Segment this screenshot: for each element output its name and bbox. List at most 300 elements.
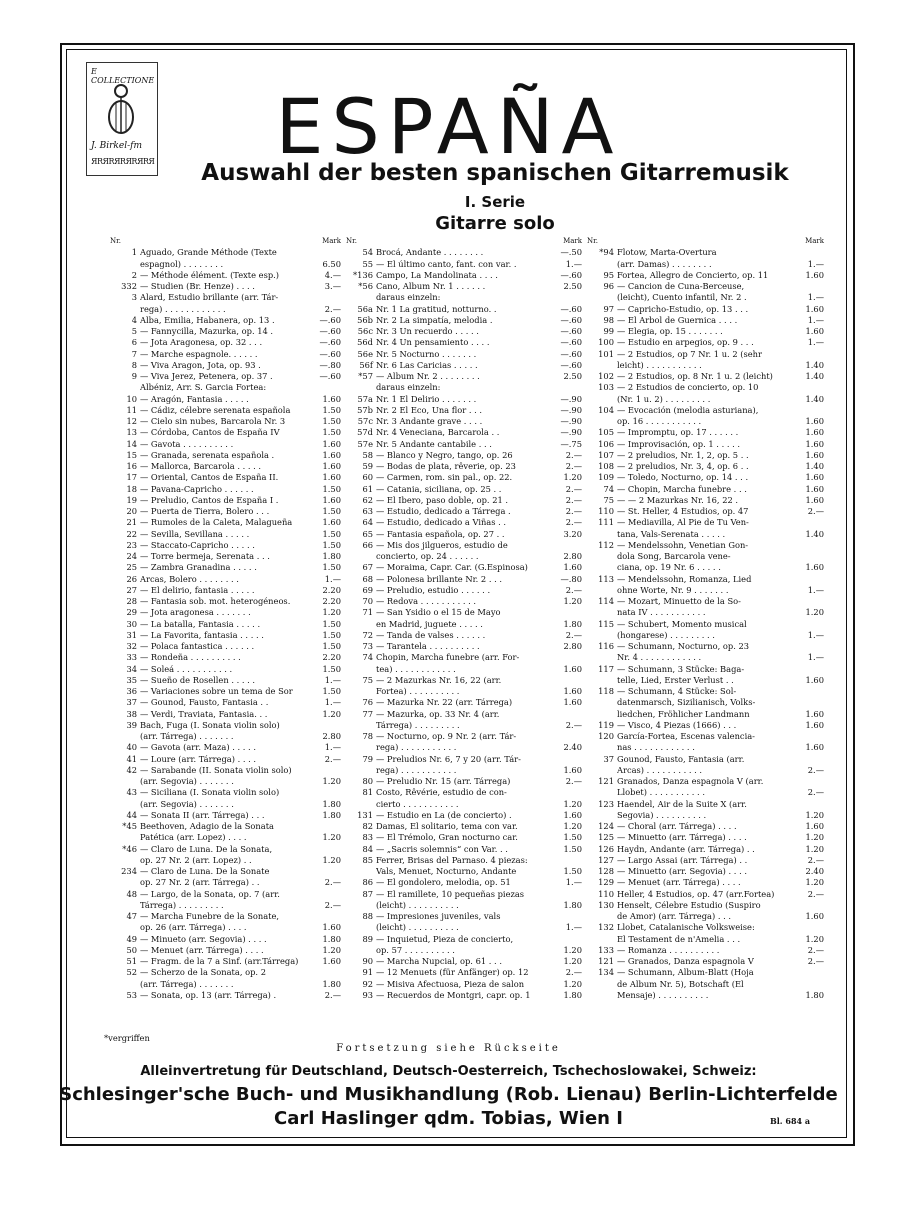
entry-title: — Minueto (arr. Segovia) . . . . bbox=[140, 933, 267, 944]
entry-price: 1.50 bbox=[322, 404, 341, 415]
catalog-entry bbox=[110, 472, 341, 483]
entry-price: 1.50 bbox=[322, 416, 341, 426]
entry-price bbox=[552, 934, 582, 945]
entry-number: 58 bbox=[362, 449, 373, 460]
entry-title: — El gondolero, melodia, op. 51 bbox=[376, 877, 511, 888]
entry-title: Campo, La Mandolinata . . . . bbox=[376, 269, 498, 280]
entry-price bbox=[794, 967, 824, 978]
entry-title: Damas, El solitario, tema con var. bbox=[376, 821, 518, 831]
entry-title: tana, Vals-Serenata . . . . . bbox=[617, 528, 726, 539]
catalog-entry bbox=[587, 956, 824, 967]
catalog-entry bbox=[346, 641, 582, 652]
catalog-entry bbox=[587, 292, 824, 303]
entry-title: Henselt, Célebre Estudio (Suspiro bbox=[617, 899, 761, 910]
entry-number: 75 bbox=[603, 494, 614, 505]
catalog-entry bbox=[587, 506, 824, 517]
entry-price bbox=[794, 596, 824, 607]
entry-price: —.60 bbox=[319, 371, 341, 381]
entry-title: Arcas) . . . . . . . . . . . bbox=[617, 764, 703, 775]
catalog-entry bbox=[346, 934, 582, 945]
entry-number: 3 bbox=[131, 292, 137, 303]
catalog-entry bbox=[346, 967, 582, 978]
entry-price: 1.80 bbox=[805, 989, 824, 1000]
entry-number: 81 bbox=[362, 787, 373, 798]
publisher-line-1: Schlesinger'sche Buch- und Musikhandlung (Rob. Lienau) Berlin-Lichterfelde bbox=[59, 1084, 838, 1105]
entry-price: 1.60 bbox=[805, 821, 824, 831]
entry-number bbox=[587, 979, 617, 990]
catalog-entry bbox=[346, 686, 582, 697]
entry-number: 72 bbox=[362, 629, 373, 640]
catalog-entry bbox=[587, 799, 824, 810]
entry-title: (arr. Segovia) . . . . . . . bbox=[140, 776, 234, 786]
catalog-entry bbox=[110, 821, 341, 832]
logo-caption: ЯRЯRЯRЯRЯRЯ bbox=[91, 157, 155, 166]
entry-title: — Chopin, Marcha funebre . . . bbox=[617, 483, 747, 494]
entry-title: Nr. 4 Veneciana, Barcarola . . bbox=[376, 427, 500, 438]
entry-number bbox=[587, 529, 617, 540]
catalog-entry bbox=[587, 844, 824, 855]
entry-title: Fortea, Allegro de Concierto, op. 11 bbox=[617, 269, 769, 280]
entry-number: 2 bbox=[131, 269, 137, 280]
entry-title: — Claro de Luna. De la Sonata, bbox=[140, 843, 273, 854]
entry-number: 69 bbox=[362, 584, 373, 595]
entry-price: 2.50 bbox=[563, 371, 582, 381]
entry-number: 130 bbox=[598, 899, 614, 910]
entry-number: 27 bbox=[126, 584, 137, 595]
entry-title: rega) . . . . . . . . . . . . bbox=[140, 303, 226, 314]
entry-number: 44 bbox=[126, 809, 137, 820]
entry-title: rega) . . . . . . . . . . . bbox=[376, 742, 457, 753]
entry-title: dola Song, Barcarola vene- bbox=[617, 551, 731, 561]
entry-price: 1.60 bbox=[805, 449, 824, 460]
logo-top-text: E COLLECTIONE bbox=[91, 67, 155, 85]
catalog-entry bbox=[587, 337, 824, 348]
catalog-entry bbox=[346, 574, 582, 585]
catalog-entry bbox=[346, 382, 582, 393]
catalog-entry bbox=[110, 934, 341, 945]
catalog-entry bbox=[346, 439, 582, 450]
entry-number: 8 bbox=[131, 359, 137, 370]
catalog-entry bbox=[110, 866, 341, 877]
entry-title: (Nr. 1 u. 2) . . . . . . . . . bbox=[617, 393, 711, 404]
entry-title: — Mazurka, op. 33 Nr. 4 (arr. bbox=[376, 708, 500, 719]
entry-price bbox=[311, 382, 341, 393]
entry-title: daraus einzeln: bbox=[376, 382, 441, 393]
entry-number: 74 bbox=[362, 652, 373, 663]
entry-number: 47 bbox=[126, 911, 137, 921]
entry-price: 1.20 bbox=[563, 978, 582, 989]
catalog-entry bbox=[110, 776, 341, 787]
entry-price: 1.80 bbox=[322, 933, 341, 944]
entry-title: — St. Heller, 4 Estudios, op. 47 bbox=[617, 506, 749, 516]
entry-price bbox=[311, 787, 341, 798]
entry-price bbox=[311, 765, 341, 776]
entry-number: 50 bbox=[126, 944, 137, 955]
entry-title: — El Ibero, paso doble, op. 21 . bbox=[376, 494, 509, 505]
catalog-entry bbox=[587, 517, 824, 528]
entry-number: 108 bbox=[598, 461, 614, 471]
series-label: I. Serie bbox=[464, 193, 526, 211]
entry-number: 85 bbox=[362, 854, 373, 865]
entry-title: Nr. 1 La gratitud, notturno. . bbox=[376, 303, 497, 314]
entry-number: 115 bbox=[598, 618, 614, 629]
entry-title: — Evocación (melodia asturiana), bbox=[617, 404, 759, 415]
entry-title: — Impromptu, op. 17 . . . . . . bbox=[617, 427, 739, 438]
entry-title: — Moraima, Capr. Car. (G.Espinosa) bbox=[376, 562, 528, 573]
catalog-entry bbox=[587, 967, 824, 978]
entry-price: 2.40 bbox=[563, 742, 582, 753]
catalog-entry bbox=[346, 900, 582, 911]
entry-number: 60 bbox=[362, 472, 373, 483]
catalog-entry bbox=[110, 731, 341, 742]
entry-number: 57e bbox=[357, 438, 373, 449]
entry-price bbox=[794, 979, 824, 990]
entry-price: 1.80 bbox=[563, 618, 582, 629]
entry-number: 102 bbox=[598, 371, 614, 381]
entry-price: 3.— bbox=[324, 281, 341, 291]
entry-number: 92 bbox=[362, 978, 373, 989]
entry-number bbox=[587, 360, 617, 371]
entry-number bbox=[346, 720, 376, 731]
entry-number: 121 bbox=[598, 776, 614, 786]
entry-number: 43 bbox=[126, 787, 137, 798]
entry-title: — „Sacris solemnis“ con Var. . . bbox=[376, 843, 508, 854]
entry-number: 67 bbox=[362, 562, 373, 573]
entry-price bbox=[552, 540, 582, 551]
entry-number bbox=[587, 697, 617, 708]
entry-price: —.50 bbox=[560, 247, 582, 258]
entry-number: 100 bbox=[598, 337, 614, 348]
catalog-entry bbox=[110, 900, 341, 911]
catalog-entry bbox=[110, 967, 341, 978]
catalog-entry bbox=[110, 326, 341, 337]
entry-title: — La batalla, Fantasia . . . . . bbox=[140, 618, 261, 629]
catalog-entry bbox=[587, 619, 824, 630]
catalog-entry bbox=[110, 742, 341, 753]
entry-price bbox=[552, 911, 582, 922]
catalog-entry bbox=[587, 697, 824, 708]
catalog-entry bbox=[587, 945, 824, 956]
entry-price: 1.50 bbox=[322, 528, 341, 539]
entry-price: 2.— bbox=[807, 956, 824, 966]
catalog-entry bbox=[587, 754, 824, 765]
entry-title: Tárrega) . . . . . . . . . bbox=[376, 719, 460, 730]
entry-price: 1.50 bbox=[322, 663, 341, 674]
catalog-entry bbox=[587, 641, 824, 652]
entry-title: Llobet, Catalanische Volksweise: bbox=[617, 922, 755, 933]
entry-number: 132 bbox=[598, 922, 614, 933]
entry-number: 22 bbox=[126, 528, 137, 539]
entry-price: 2.— bbox=[324, 899, 341, 910]
entry-price: 1.60 bbox=[805, 562, 824, 573]
entry-price: 1.— bbox=[565, 922, 582, 933]
catalog-entry bbox=[587, 540, 824, 551]
entry-title: — Schumann, Album-Blatt (Hoja bbox=[617, 967, 754, 978]
entry-title: Segovia) . . . . . . . . . . bbox=[617, 809, 707, 820]
entry-price: 2.— bbox=[565, 461, 582, 471]
entry-price: 1.20 bbox=[805, 877, 824, 888]
catalog-entry bbox=[110, 540, 341, 551]
catalog-entry bbox=[346, 630, 582, 641]
entry-number: *56 bbox=[358, 281, 373, 291]
entry-number: 71 bbox=[362, 607, 373, 618]
catalog-entry bbox=[110, 495, 341, 506]
catalog-entry bbox=[110, 517, 341, 528]
catalog-entry bbox=[110, 427, 341, 438]
entry-number: 127 bbox=[598, 854, 614, 865]
entry-title: (arr. Tárrega) . . . . . . . bbox=[140, 731, 234, 741]
catalog-entry bbox=[346, 517, 582, 528]
entry-title: Llobet) . . . . . . . . . . . bbox=[617, 787, 705, 798]
entry-title: Granados, Danza espagnola V (arr. bbox=[617, 776, 764, 786]
entry-title: Haendel, Air de la Suite X (arr. bbox=[617, 798, 747, 809]
catalog-entry bbox=[110, 270, 341, 281]
catalog-entry bbox=[346, 540, 582, 551]
entry-title: Alba, Emilia, Habanera, op. 13 . bbox=[140, 314, 275, 325]
entry-title: ohne Worte, Nr. 9 . . . . . . . bbox=[617, 584, 729, 595]
catalog-entry bbox=[346, 821, 582, 832]
entry-number: 34 bbox=[126, 663, 137, 674]
entry-price bbox=[794, 619, 824, 630]
entry-price: 1.60 bbox=[805, 472, 824, 483]
entry-price bbox=[552, 607, 582, 618]
entry-number: 110 bbox=[598, 888, 614, 899]
entry-title: — Cielo sin nubes, Barcarola Nr. 3 bbox=[140, 416, 286, 426]
entry-title: Beethoven, Adagio de la Sonata bbox=[140, 821, 274, 831]
entry-price: 1.20 bbox=[805, 832, 824, 843]
entry-number bbox=[110, 877, 140, 888]
entry-number: 79 bbox=[362, 753, 373, 764]
entry-number bbox=[346, 382, 376, 393]
entry-number: 128 bbox=[598, 866, 614, 876]
catalog-entry bbox=[346, 427, 582, 438]
entry-price: 1.60 bbox=[805, 438, 824, 449]
entry-number: 18 bbox=[126, 483, 137, 494]
entry-number: 30 bbox=[126, 618, 137, 629]
entry-price: 2.— bbox=[324, 877, 341, 888]
entry-price: 1.— bbox=[565, 258, 582, 269]
entry-price bbox=[794, 922, 824, 933]
catalog-entry bbox=[110, 259, 341, 270]
entry-title: — Granados, Danza espagnola V bbox=[617, 956, 754, 966]
entry-price bbox=[311, 720, 341, 731]
catalog-entry bbox=[587, 821, 824, 832]
entry-title: — Viva Jerez, Petenera, op. 37 . bbox=[140, 371, 273, 381]
entry-price: 1.50 bbox=[563, 843, 582, 854]
entry-title: — Carmen, rom. sin pal., op. 22. bbox=[376, 472, 513, 483]
entry-title: — Improvisación, op. 1 . . . . . bbox=[617, 438, 741, 449]
entry-title: (arr. Damas) . . . . . . . . bbox=[617, 258, 712, 269]
entry-title: — Oriental, Cantos de España II. bbox=[140, 472, 279, 483]
entry-price: 4.— bbox=[324, 269, 341, 280]
entry-price: 1.60 bbox=[563, 809, 582, 820]
catalog-column-1 bbox=[110, 236, 341, 1001]
column-header bbox=[346, 236, 582, 247]
entry-number: 88 bbox=[362, 911, 373, 921]
catalog-entry bbox=[346, 371, 582, 382]
entry-number: 1 bbox=[131, 247, 137, 258]
entry-price: 2.80 bbox=[563, 641, 582, 651]
entry-number: 83 bbox=[362, 832, 373, 843]
entry-price: 2.— bbox=[565, 449, 582, 460]
entry-price: —.60 bbox=[560, 269, 582, 280]
entry-number: 56f bbox=[359, 359, 373, 370]
entry-number: 42 bbox=[126, 764, 137, 775]
entry-number: 14 bbox=[126, 438, 137, 449]
entry-title: Ferrer, Brisas del Parnaso. 4 piezas: bbox=[376, 854, 528, 865]
header-mark: Mark bbox=[805, 237, 824, 245]
catalog-entry bbox=[346, 877, 582, 888]
catalog-entry bbox=[346, 652, 582, 663]
entry-price: 1.80 bbox=[563, 989, 582, 1000]
entry-number: 95 bbox=[603, 269, 614, 280]
catalog-entry bbox=[346, 585, 582, 596]
catalog-entry bbox=[346, 450, 582, 461]
entry-price: 1.50 bbox=[322, 641, 341, 651]
entry-title: — Sarabande (II. Sonata violin solo) bbox=[140, 764, 292, 775]
entry-price: 2.— bbox=[565, 629, 582, 640]
entry-price bbox=[552, 675, 582, 686]
entry-price bbox=[794, 574, 824, 585]
entry-title: — — 2 Mazurkas Nr. 16, 22 . bbox=[617, 494, 739, 505]
catalog-entry bbox=[587, 787, 824, 798]
entry-price: 2.80 bbox=[563, 551, 582, 561]
entry-number: 37 bbox=[603, 753, 614, 764]
catalog-entry bbox=[346, 292, 582, 303]
entry-title: — Capricho-Estudio, op. 13 . . . bbox=[617, 303, 749, 314]
entry-number bbox=[587, 990, 617, 1001]
catalog-entry bbox=[110, 855, 341, 866]
entry-title: Nr. 3 Un recuerdo . . . . . bbox=[376, 326, 479, 336]
entry-number: 110 bbox=[598, 506, 614, 516]
entry-number: 57b bbox=[357, 404, 373, 415]
entry-title: (leicht) . . . . . . . . . . bbox=[376, 922, 459, 933]
catalog-entry bbox=[587, 472, 824, 483]
catalog-entry bbox=[587, 382, 824, 393]
entry-price: 1.60 bbox=[805, 674, 824, 685]
entry-number: 124 bbox=[598, 821, 614, 831]
entry-number: 61 bbox=[362, 483, 373, 494]
entry-price bbox=[794, 900, 824, 911]
catalog-entry bbox=[587, 810, 824, 821]
entry-number: 52 bbox=[126, 967, 137, 978]
entry-title: Albéniz, Arr. S. Garcia Fortea: bbox=[140, 382, 267, 393]
entry-number bbox=[587, 765, 617, 776]
entry-number: 62 bbox=[362, 494, 373, 505]
entry-number bbox=[587, 551, 617, 562]
entry-title: telle, Lied, Erster Verlust . . bbox=[617, 674, 734, 685]
catalog-entry bbox=[110, 720, 341, 731]
entry-number: 74 bbox=[603, 483, 614, 494]
catalog-entry bbox=[587, 866, 824, 877]
entry-number bbox=[346, 900, 376, 911]
catalog-entry bbox=[346, 990, 582, 1001]
entry-title: — Redova . . . . . . . . . . . bbox=[376, 596, 477, 606]
entry-price bbox=[311, 911, 341, 922]
entry-number bbox=[587, 607, 617, 618]
entry-number bbox=[110, 855, 140, 866]
catalog-entry bbox=[587, 281, 824, 292]
catalog-entry bbox=[110, 652, 341, 663]
catalog-entry bbox=[110, 281, 341, 292]
entry-number: 332 bbox=[121, 281, 137, 291]
entry-price: 1.60 bbox=[322, 956, 341, 966]
entry-title: — Schubert, Momento musical bbox=[617, 618, 747, 629]
entry-price: 2.— bbox=[565, 776, 582, 786]
entry-number: 99 bbox=[603, 326, 614, 336]
catalog-entry bbox=[110, 889, 341, 900]
entry-number: 133 bbox=[598, 944, 614, 955]
entry-title: Brocá, Andante . . . . . . . . bbox=[376, 247, 484, 258]
catalog-entry bbox=[110, 990, 341, 1001]
entry-number bbox=[110, 382, 140, 393]
catalog-entry bbox=[110, 416, 341, 427]
entry-number: 63 bbox=[362, 506, 373, 516]
entry-title: — Jota aragonesa . . . . . . . bbox=[140, 607, 251, 618]
catalog-entry bbox=[346, 956, 582, 967]
entry-title: — 2 Mazurkas Nr. 16, 22 (arr. bbox=[376, 674, 502, 685]
entry-price: 1.20 bbox=[805, 843, 824, 854]
entry-title: — Recuerdos de Montgri, capr. op. 1 bbox=[376, 989, 531, 1000]
entry-title: — Marcha Nupcial, op. 61 . . . bbox=[376, 956, 502, 966]
entry-price: —.60 bbox=[560, 359, 582, 370]
entry-number: 56b bbox=[357, 314, 373, 325]
catalog-entry bbox=[110, 394, 341, 405]
entry-title: Chopin, Marcha funebre (arr. For- bbox=[376, 652, 520, 663]
entry-title: leicht) . . . . . . . . . . . bbox=[617, 359, 702, 370]
entry-number: 41 bbox=[126, 753, 137, 764]
entry-title: Nr. 2 La simpatía, melodia . bbox=[376, 314, 493, 325]
entry-number: 9 bbox=[131, 371, 137, 381]
entry-number bbox=[587, 259, 617, 270]
entry-number bbox=[587, 585, 617, 596]
entry-number: 23 bbox=[126, 539, 137, 550]
entry-title: — Sueño de Rosellen . . . . . bbox=[140, 674, 256, 685]
catalog-entry bbox=[587, 607, 824, 618]
catalog-entry bbox=[110, 292, 341, 303]
entry-number: 107 bbox=[598, 449, 614, 460]
entry-title: Haydn, Andante (arr. Tárrega) . . bbox=[617, 843, 755, 854]
catalog-entry bbox=[346, 889, 582, 900]
entry-price: 1.60 bbox=[805, 427, 824, 438]
catalog-entry bbox=[110, 304, 341, 315]
entry-number: 32 bbox=[126, 641, 137, 651]
entry-number: 12 bbox=[126, 416, 137, 426]
entry-price: 1.60 bbox=[805, 416, 824, 426]
entry-price: 1.20 bbox=[563, 596, 582, 606]
entry-title: — Gavota . . . . . . . . . . bbox=[140, 438, 234, 449]
entry-price: 1.80 bbox=[322, 978, 341, 989]
publisher-line-2: Carl Haslinger qdm. Tobias, Wien I bbox=[274, 1108, 623, 1129]
catalog-entry bbox=[587, 990, 824, 1001]
entry-price bbox=[794, 697, 824, 708]
entry-price: —.60 bbox=[560, 348, 582, 359]
entry-number: 59 bbox=[362, 461, 373, 471]
catalog-entry bbox=[110, 619, 341, 630]
continued-note: Fortsetzung siehe Rückseite bbox=[336, 1043, 561, 1054]
entry-title: — Cancion de Cuna-Berceuse, bbox=[617, 281, 745, 291]
entry-price: 1.60 bbox=[805, 269, 824, 280]
entry-price: 1.60 bbox=[563, 562, 582, 573]
entry-title: de Amor) (arr. Tárrega) . . . bbox=[617, 911, 732, 921]
entry-title: — Sonata II (arr. Tárrega) . . . bbox=[140, 809, 265, 820]
entry-title: (leicht) . . . . . . . . . . bbox=[376, 899, 459, 910]
entry-price bbox=[794, 731, 824, 742]
catalog-entry bbox=[110, 630, 341, 641]
entry-title: — Elegia, op. 15 . . . . . . . bbox=[617, 326, 723, 336]
entry-price: 1.60 bbox=[322, 922, 341, 933]
entry-number: 31 bbox=[126, 629, 137, 640]
